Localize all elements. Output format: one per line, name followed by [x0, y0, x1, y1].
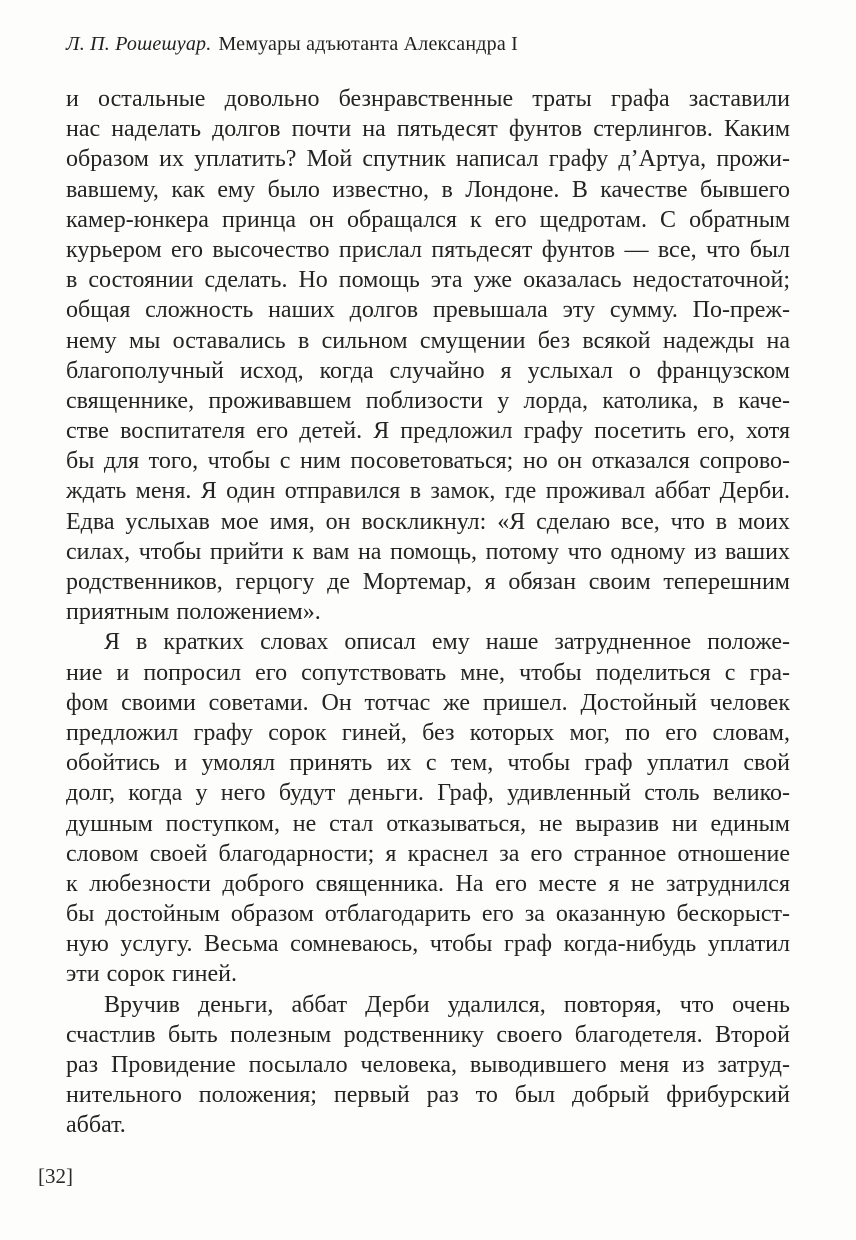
text-line: бы для того, чтобы с ним посоветоваться; но он отказался сопрово- — [66, 448, 790, 475]
text-line: и остальные довольно безнравственные траты графа заставили — [66, 86, 790, 112]
text-line: стве воспитателя его детей. Я предложил графу посетить его, хотя — [66, 418, 790, 445]
text-line: в состоянии сделать. Но помощь эта уже оказалась недостаточной; — [66, 267, 790, 294]
text-line: Едва услыхав мое имя, он воскликнул: «Я сделаю все, что в моих — [66, 508, 790, 535]
text-line: эти сорок гиней. — [66, 961, 237, 988]
text-line: аббат. — [66, 1112, 126, 1139]
text-line: силах, чтобы прийти к вам на помощь, потому что одному из ваших — [66, 538, 790, 565]
text-line: ную услугу. Весьма сомневаюсь, чтобы граф когда-нибудь уплатил — [66, 931, 790, 958]
text-line: вавшему, как ему было известно, в Лондоне. В качестве бывшего — [66, 176, 790, 203]
text-line: ние и попросил его сопутствовать мне, чтобы поделиться с гра- — [66, 659, 790, 686]
page-number: [32] — [38, 1164, 73, 1188]
text-line: к любезности доброго священника. На его месте я не затруднился — [66, 870, 790, 897]
running-head — [66, 33, 518, 56]
text-line: общая сложность наших долгов превышала эту сумму. По-преж- — [66, 297, 790, 324]
text-line: образом их уплатить? Мой спутник написал графу д’Артуа, прожи- — [66, 146, 790, 173]
page-body — [66, 84, 790, 1141]
text-line: предложил графу сорок гиней, без которых мог, по его словам, — [66, 719, 790, 746]
text-line: бы достойным образом отблагодарить его за оказанную бескорыст- — [66, 901, 790, 928]
running-head-author: Л. П. Рошешуар. — [66, 33, 212, 55]
text-line: раз Провидение посылало человека, выводившего меня из затруд- — [66, 1052, 790, 1078]
text-line: ждать меня. Я один отправился в замок, где проживал аббат Дерби. — [66, 478, 790, 505]
text-line: камер-юнкера принца он обращался к его щедротам. С обратным — [66, 206, 790, 233]
text-line: нительного положения; первый раз то был добрый фрибурский — [66, 1082, 790, 1109]
text-line: долг, когда у него будут деньги. Граф, удивленный столь велико- — [66, 780, 790, 807]
text-line: курьером его высочество прислал пятьдесят фунтов — все, что был — [66, 236, 790, 263]
text-line: родственников, герцогу де Мортемар, я обязан своим теперешним — [66, 569, 790, 595]
text-line: нему мы оставались в сильном смущении без всякой надежды на — [66, 327, 790, 354]
text-line: приятным положением». — [66, 599, 321, 626]
running-head-title: Мемуары адъютанта Александра I — [218, 33, 518, 55]
text-line: обойтись и умолял принять их с тем, чтобы граф уплатил свой — [66, 750, 790, 777]
text-line: словом своей благодарности; я краснел за его странное отношение — [66, 840, 790, 867]
text-line: счастлив быть полезным родственнику своего благодетеля. Второй — [66, 1021, 790, 1048]
text-line: священнике, проживавшем поблизости у лорда, католика, в каче- — [66, 387, 790, 414]
text-line: Вручив деньги, аббат Дерби удалился, повторяя, что очень — [104, 991, 790, 1018]
text-line: душным поступком, не стал отказываться, не выразив ни единым — [66, 810, 790, 837]
text-line: фом своими советами. Он тотчас же пришел. Достойный человек — [66, 689, 790, 716]
text-line: благополучный исход, когда случайно я услыхал о французском — [66, 357, 790, 384]
text-line: нас наделать долгов почти на пятьдесят фунтов стерлингов. Каким — [66, 116, 790, 143]
text-line: Я в кратких словах описал ему наше затрудненное положе- — [104, 629, 790, 656]
